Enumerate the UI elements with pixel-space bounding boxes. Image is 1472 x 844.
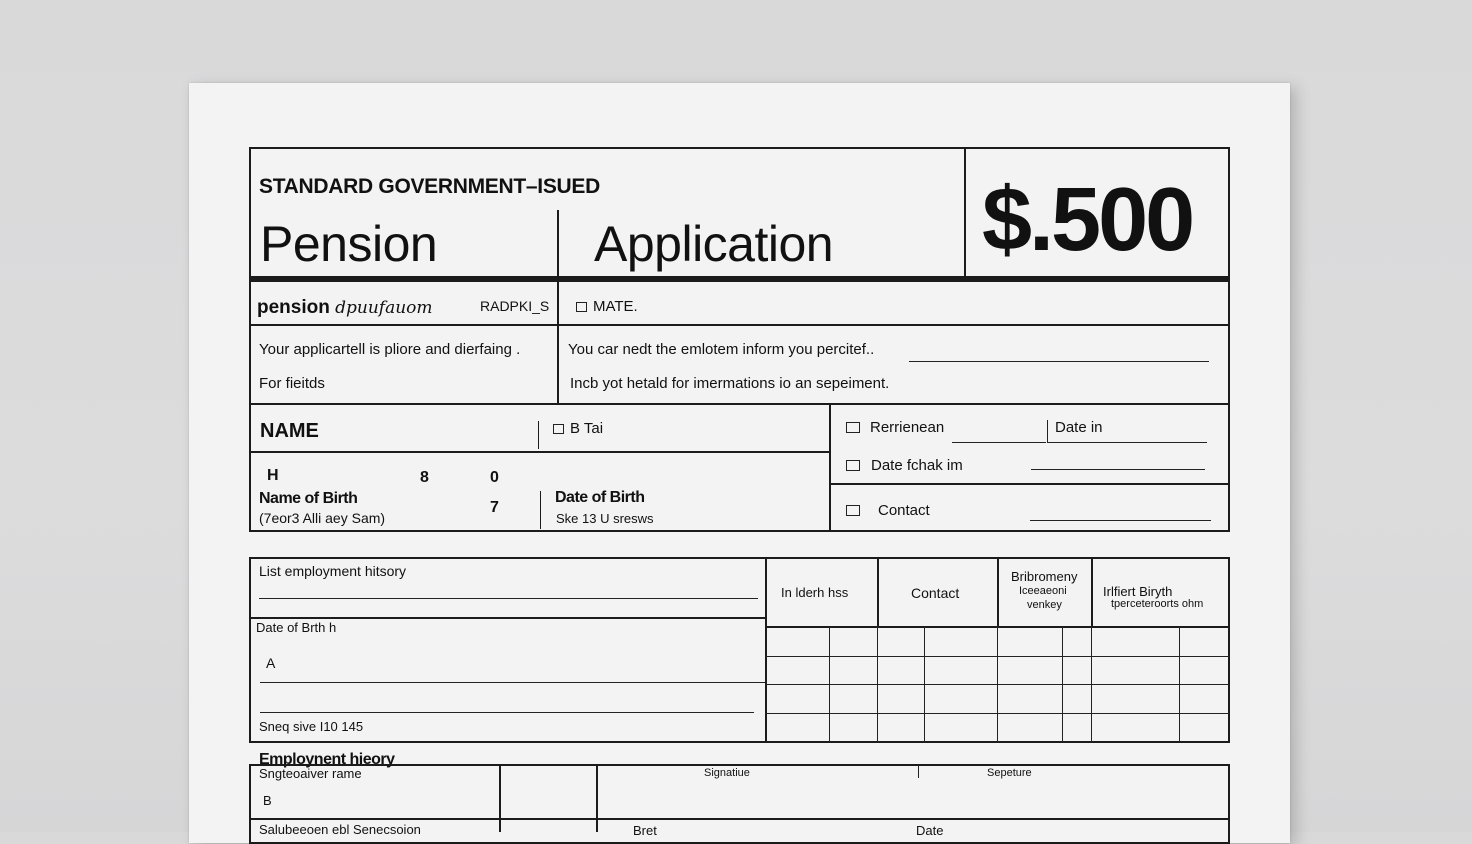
contact-field[interactable]	[1030, 520, 1211, 521]
mate-label: MATE.	[593, 298, 638, 315]
pension-label-script: dpuufauom	[335, 298, 433, 318]
b-label: B	[263, 793, 272, 808]
form-kicker: STANDARD GOVERNMENT–ISUED	[259, 175, 600, 198]
row3-box	[249, 324, 1230, 405]
employment-left-divider	[249, 617, 766, 619]
dob-tick	[540, 491, 541, 529]
checkbox-icon[interactable]	[846, 505, 860, 516]
grid-col-line	[1062, 626, 1063, 743]
name-section-divider	[829, 403, 831, 532]
pension-label-bold: pension	[257, 297, 330, 318]
sig-tick	[918, 766, 919, 778]
checkbox-icon[interactable]	[846, 422, 860, 433]
name-of-birth-label: Name of Birth	[259, 490, 358, 507]
row2-code: RADPKI_S	[480, 298, 550, 314]
amount-divider	[964, 147, 966, 278]
grid-col2-header: Contact	[911, 585, 960, 601]
row3-right-line2: Incb yot hetald for imermations io an sepeiment.	[570, 375, 890, 392]
signature-1-label: Signatiue	[704, 767, 750, 779]
dob-label: Date of Brth h	[256, 620, 337, 635]
grid-col3-line1: Bribromeny	[1011, 569, 1078, 584]
name-tick	[538, 421, 539, 449]
bottom-note: Sneq sive I10 145	[259, 719, 364, 734]
contact-label: Contact	[878, 502, 930, 519]
row3-left-line1: Your applicartell is pliore and dierfaing .	[259, 341, 521, 358]
small-0: 0	[490, 469, 499, 486]
grid-col-line	[1179, 626, 1180, 743]
bottom-col-1	[499, 764, 501, 832]
grid-col-line	[924, 626, 925, 743]
amount-value: $.500	[982, 170, 1193, 270]
footer-left-label: Salubeeoen ebl Senecsoion	[259, 822, 421, 837]
date-of-birth-label: Date of Birth	[555, 489, 645, 506]
date-in-tick	[1047, 420, 1048, 442]
grid-col-line	[997, 626, 998, 743]
name-of-birth-sub: (7eor3 Alli aey Sam)	[259, 510, 386, 526]
small-8: 8	[420, 469, 429, 486]
title-application: Application	[594, 216, 834, 272]
list-employment-label: List employment hitsory	[259, 563, 407, 579]
mate-checkbox[interactable]	[576, 299, 638, 314]
grid-col4-line1: Irlfiert Biryth	[1103, 584, 1173, 599]
a-field[interactable]	[260, 682, 765, 683]
list-employment-field[interactable]	[259, 598, 758, 599]
row3-right-line1: You car nedt the emlotem inform you percitef..	[568, 341, 875, 358]
title-pension: Pension	[260, 216, 438, 272]
bottom-heading: Employnent hieory	[259, 751, 395, 768]
checkbox-icon[interactable]	[553, 424, 564, 434]
grid-head-col-3	[1091, 557, 1093, 626]
grid-col1-header: In lderh hss	[781, 585, 849, 600]
bottom-col-2	[596, 764, 598, 832]
employment-box	[249, 557, 1230, 743]
signature-2-label: Sepeture	[987, 767, 1032, 779]
date-of-birth-sub: Ske 13 U sresws	[556, 511, 654, 526]
pension-label	[257, 298, 433, 317]
date-in-field[interactable]	[1047, 442, 1207, 443]
right-checks-divider	[829, 483, 1230, 485]
checkbox-icon[interactable]	[576, 302, 587, 312]
bottom-row-divider	[249, 818, 1230, 820]
a-field-2[interactable]	[260, 712, 754, 713]
grid-col-line	[877, 626, 878, 743]
header-divider	[249, 276, 1230, 279]
grid-col4-line2: tperceteroorts ohm	[1111, 598, 1204, 610]
small-7: 7	[490, 499, 499, 516]
grid-col-line	[1091, 626, 1092, 743]
row3-left-line2: For fieitds	[259, 375, 325, 392]
name-label: NAME	[260, 420, 319, 442]
row3-fill-line[interactable]	[909, 361, 1209, 362]
title-divider	[557, 210, 559, 278]
grid-col3-line2: Iceeaeoni	[1019, 585, 1067, 597]
date-in-label: Date in	[1055, 419, 1103, 436]
rerrienean-label: Rerrienean	[870, 419, 945, 436]
a-label: A	[266, 655, 276, 671]
bottom-sub-label: Sngteoaiver rame	[259, 766, 362, 781]
grid-head-col-2	[997, 557, 999, 626]
date-fchak-label: Date fchak im	[871, 457, 963, 474]
grid-head-col-1	[877, 557, 879, 626]
checkbox-icon[interactable]	[846, 460, 860, 471]
grid-col3-line3: venkey	[1027, 599, 1062, 611]
footer-right-label: Date	[916, 823, 944, 838]
footer-mid-label: Bret	[633, 823, 657, 838]
tai-label: B Tai	[570, 420, 604, 437]
small-h: H	[267, 467, 279, 484]
tai-checkbox[interactable]	[553, 421, 603, 436]
grid-col-line	[829, 626, 830, 743]
employment-divider	[765, 557, 767, 743]
date-fchak-field[interactable]	[1031, 469, 1205, 470]
name-row-divider	[249, 451, 830, 453]
rerrienean-field[interactable]	[952, 442, 1046, 443]
